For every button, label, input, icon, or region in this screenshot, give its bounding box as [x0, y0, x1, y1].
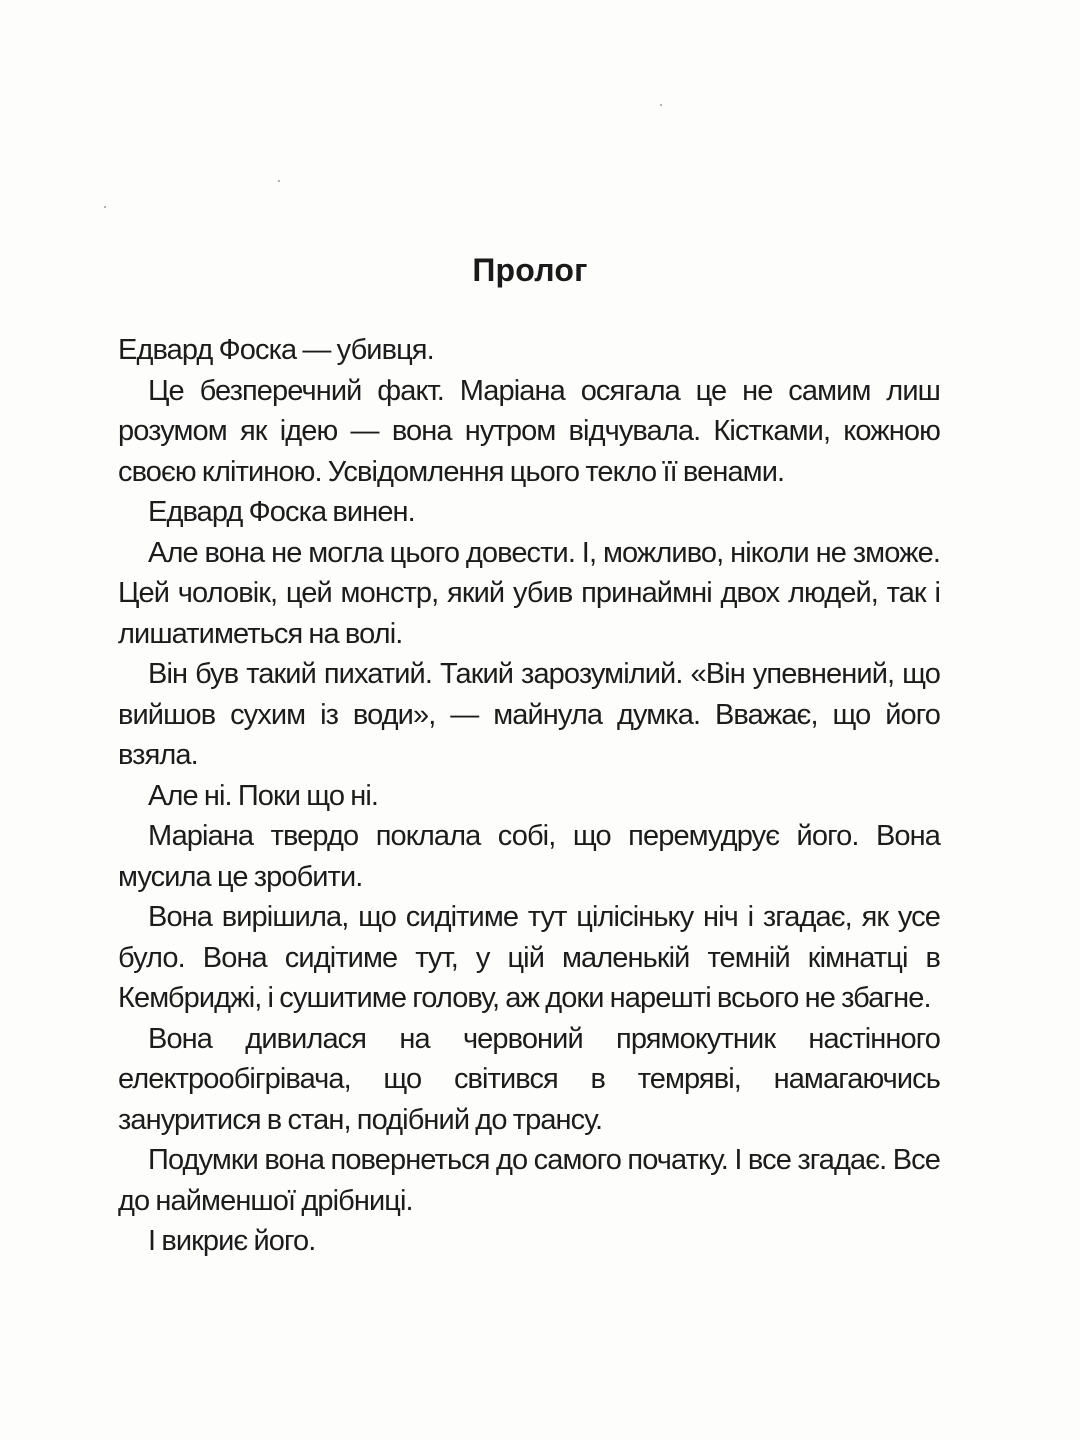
paragraph: Подумки вона повернеться до самого початку. І все згадає. Все до найменшої дрібниці. [118, 1144, 940, 1217]
paragraph: Вона дивилася на червоний прямокутник настінного електрообігрівача, що світився в темряві, намагаючись зануритися в стан, подібний до трансу. [118, 1022, 940, 1136]
paragraph: Маріана твердо поклала собі, що перемудрує його. Вона мусила це зробити. [118, 820, 940, 893]
scan-speck [278, 180, 280, 182]
paragraph: Але ні. Поки що ні. [148, 779, 379, 812]
paragraph: Едвард Фоска — убивця. [118, 334, 434, 366]
chapter-title: Пролог [472, 252, 588, 288]
paragraph: Він був такий пихатий. Такий зарозумілий. «Він упевнений, що вийшов сухим із води», — майнула думка. Вважає, що його взяла. [118, 658, 940, 771]
paragraph: Це безперечний факт. Маріана осягала це не самим лиш розумом як ідею — вона нутром відчувала. Кістками, кожною своєю клітиною. Усвідомлення цього текло її венами. [118, 374, 940, 488]
paragraph: І викриє його. [148, 1225, 316, 1257]
paragraph: Але вона не могла цього довести. І, можливо, ніколи не зможе. Цей чоловік, цей монстр, який убив принаймні двох людей, так і лишатиметься на волі. [118, 536, 940, 650]
paragraph: Вона вирішила, що сидітиме тут цілісіньку ніч і згадає, як усе було. Вона сидітиме тут, у цій маленькій темній кімнатці в Кембриджі, і сушитиме голову, аж доки нарешті всього не збагне. [118, 901, 940, 1014]
chapter-text [118, 330, 940, 1262]
scan-speck [660, 104, 662, 106]
scan-speck [104, 206, 106, 208]
paragraph: Едвард Фоска винен. [148, 496, 415, 528]
